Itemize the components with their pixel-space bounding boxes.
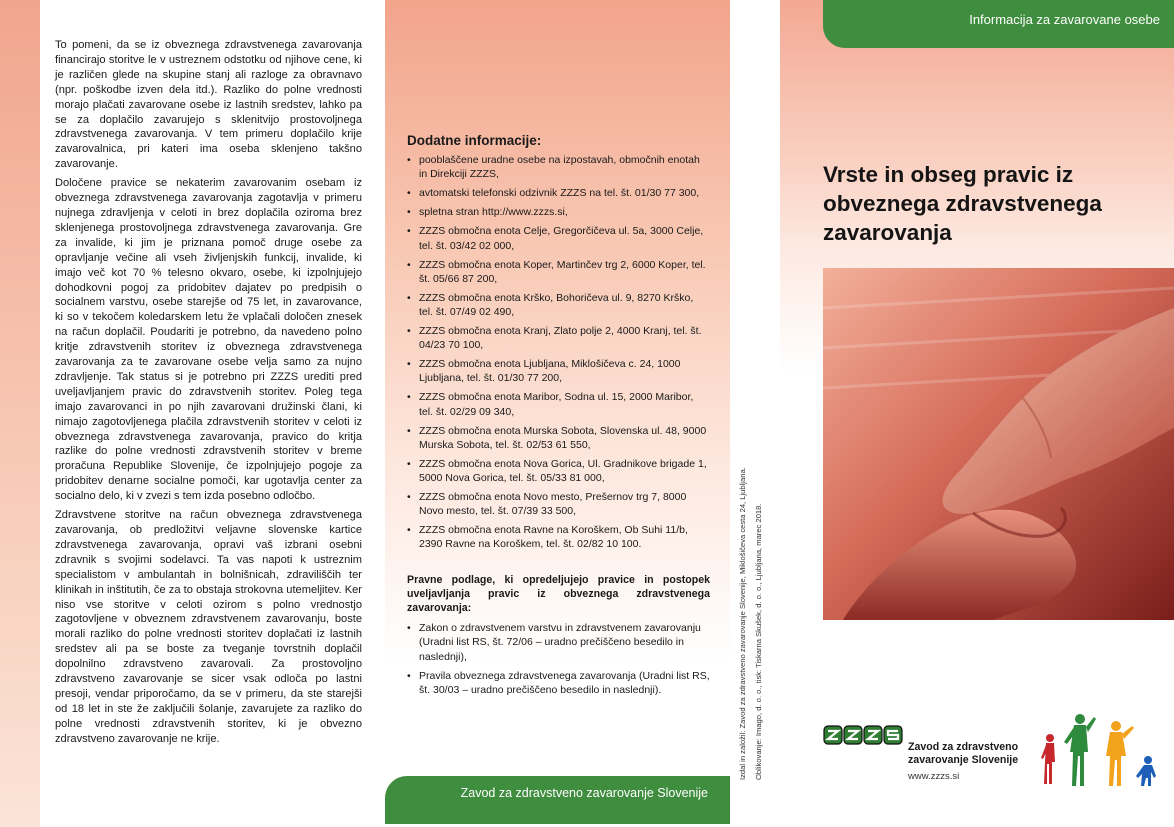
legal-basis-list	[407, 621, 710, 696]
paragraph-3: Zdravstvene storitve na račun obveznega zdravstvenega zavarovanja, ob predložitvi veljavne slovenske kartice zdravstvenega zavarovanja, opravi vaš izbrani osebni zdravnik s svojimi sodelavci. Ta vas napoti k ustreznim specialistom v ambulantah in bolnišnicah, zdraviliščih ter klinikah in inštitutih, če za to obstaja strokovna utemeljitev. Ker niso vse storitve v celoti ozirom s polno vrednostjo zagotovljene v obveznem zdravstvenem zavarovanju, boste morali razliko do polne vrednosti storitev doplačati iz lastnih sredstev ali pa se boste za tveganje tovrstnih doplačil dopolnilno zdravstveno zavarovali. Za prostovoljno zdravstveno zavarovanje se sicer vsak odloča po lastni presoji, vendar priporočamo, da se v primeru, da ste starejši od 18 let in ste že zaključili šolanje, zavarujete za razliko do polne vrednosti zdravstvenih storitev, ki je obvezno zdravstveno zavarovanje ne krije.	[55, 509, 362, 745]
contact-item: • ZZZS območna enota Murska Sobota, Slovenska ul. 48, 9000 Murska Sobota, tel. št. 02/53 61 550,	[407, 424, 710, 452]
contact-list	[407, 153, 710, 551]
contact-item: • avtomatski telefonski odzivnik ZZZS na tel. št. 01/30 77 300,	[407, 186, 710, 200]
footer-bar	[385, 776, 730, 824]
additional-info-heading: Dodatne informacije:	[407, 133, 542, 148]
panel-left-strip	[0, 0, 40, 827]
contact-item: • ZZZS območna enota Ravne na Koroškem, Ob Suhi 11/b, 2390 Ravne na Koroškem, tel. št. 02/82 10 100.	[407, 523, 710, 551]
cover-title	[823, 160, 1163, 247]
zzzs-logo	[823, 722, 905, 753]
paragraph-1: To pomeni, da se iz obveznega zdravstvenega zavarovanja financirajo storitve le v ustreznem odstotku od njihove cene, ki je različen glede na skupine stanj ali razloge za obravnavo (npr. poškodbe izven dela itd.). Razliko do polne vrednosti morajo plačati zavarovane osebe iz lastnih sredstev, lahko pa se za doplačilo zavarujejo s sklenitvijo prostovoljnega zdravstvenega zavarovanja. V tem primeru doplačilo krije zavarovalnica, pri kateri ima oseba sklenjeno takšno zavarovanje.	[55, 39, 362, 171]
legal-basis-heading: Pravne podlage, ki opredeljujejo pravice in postopek uveljavljanja pravic iz obveznega zdravstvenega zavarovanja:	[407, 574, 710, 615]
additional-info-section	[407, 134, 710, 702]
brand-name-line: Zavod za zdravstveno	[908, 741, 1019, 753]
legal-item: • Pravila obveznega zdravstvenega zavarovanja (Uradni list RS, št. 30/03 – uradno prečiščeno besedilo in naslednji).	[407, 669, 710, 697]
zzzs-logo-mark	[823, 722, 905, 748]
contact-item: • ZZZS območna enota Novo mesto, Prešernov trg 7, 8000 Novo mesto, tel. št. 07/39 33 500,	[407, 490, 710, 518]
cover-tab	[823, 0, 1174, 48]
hands-illustration	[823, 268, 1174, 620]
cover-title-line: Vrste in obseg pravic iz	[823, 162, 1074, 187]
footer-text: Zavod za zdravstveno zavarovanje Slovenije	[460, 786, 708, 800]
left-text-column	[55, 38, 362, 751]
contact-item: • ZZZS območna enota Maribor, Sodna ul. 15, 2000 Maribor, tel. št. 02/29 09 340,	[407, 390, 710, 418]
contact-item: • ZZZS območna enota Ljubljana, Miklošičeva c. 24, 1000 Ljubljana, tel. št. 01/30 77 200,	[407, 357, 710, 385]
paragraph-2: Določene pravice se nekaterim zavarovanim osebam iz obveznega zdravstvenega zavarovanja zagotavlja v primeru nujnega zdravljenja v celoti in brez doplačila oziroma brez sklenjenega prostovoljnega zdravstvenega zavarovanja. Gre za invalide, ki jim je priznana pomoč druge osebe za opravljanje večine ali vseh življenjskih funkcij, invalide, ki imajo več kot 70 % telesno okvaro, osebe, ki izpolnjujejo dohodkovni pogoj za pridobitev dajatev po predpisih o socialnem varstvu, osebe starejše od 75 let, in zavarovance, ki so v tekočem koledarskem letu že vplačali določen znesek na račun doplačil. Poudariti je potrebno, da navedeno polno kritje zdravstvenih storitev iz obveznega zdravstvenega zavarovanja za te zavarovane osebe velja samo za nujno zdravljenje. Tak status si je potrebno pri ZZZS urediti pred uveljavljanjem pravic do zdravstvenih storitev. Poleg tega imajo zavarovanci in po njih zavarovani družinski člani, ki nimajo zagotovljenega plačila zdravstvenih storitev v celoti iz obveznega zdravstvenega zavarovanja, pravico do kritja razlike do polne vrednosti zdravstvenih storitev v breme proračuna Republike Slovenije, če izpolnjujejo pogoje za pridobitev denarne socialne pomoči, kar ugotavlja center za socialno delo, ki v zvezi s tem izda posebno odločbo.	[55, 177, 362, 503]
contact-item: • spletna stran http://www.zzzs.si,	[407, 205, 710, 219]
contact-item: • ZZZS območna enota Celje, Gregorčičeva ul. 5a, 3000 Celje, tel. št. 03/42 02 000,	[407, 224, 710, 252]
family-figures	[1038, 712, 1166, 788]
legal-item: • Zakon o zdravstvenem varstvu in zdravstvenem zavarovanju (Uradni list RS, št. 72/06 – uradno prečiščeno besedilo in naslednji),	[407, 621, 710, 663]
contact-item: • ZZZS območna enota Kranj, Zlato polje 2, 4000 Kranj, tel. št. 04/23 70 100,	[407, 324, 710, 352]
contact-item: • ZZZS območna enota Koper, Martinčev trg 2, 6000 Koper, tel. št. 05/66 87 200,	[407, 258, 710, 286]
cover-tab-text: Informacija za zavarovane osebe	[969, 12, 1160, 27]
imprint-line-1: Izdal in založil: Zavod za zdravstveno zavarovanje Slovenije, Miklošičeva cesta 24, Ljubljana.	[738, 467, 747, 780]
brand-name	[908, 741, 1018, 766]
imprint-line-2: Oblikovanje: Imago, d. o. o., tisk: Tiskarna Skušek, d. o. o., Ljubljana, marec 2018.	[754, 503, 763, 780]
cover-title-line: obveznega zdravstvenega	[823, 191, 1102, 216]
family-figures-illustration	[1038, 712, 1166, 793]
imprint	[730, 448, 780, 798]
brand-name-line: zavarovanje Slovenije	[908, 753, 1019, 766]
contact-item: • pooblaščene uradne osebe na izpostavah, območnih enotah in Direkciji ZZZS,	[407, 153, 710, 181]
contact-item: • ZZZS območna enota Nova Gorica, Ul. Gradnikove brigade 1, 5000 Nova Gorica, tel. št. 05/33 81 000,	[407, 457, 710, 485]
hands-photo	[823, 268, 1174, 620]
cover-title-line: zavarovanja	[823, 220, 952, 245]
brand-url: www.zzzs.si	[908, 771, 960, 782]
contact-item: • ZZZS območna enota Krško, Bohoričeva ul. 9, 8270 Krško, tel. št. 07/49 02 490,	[407, 291, 710, 319]
